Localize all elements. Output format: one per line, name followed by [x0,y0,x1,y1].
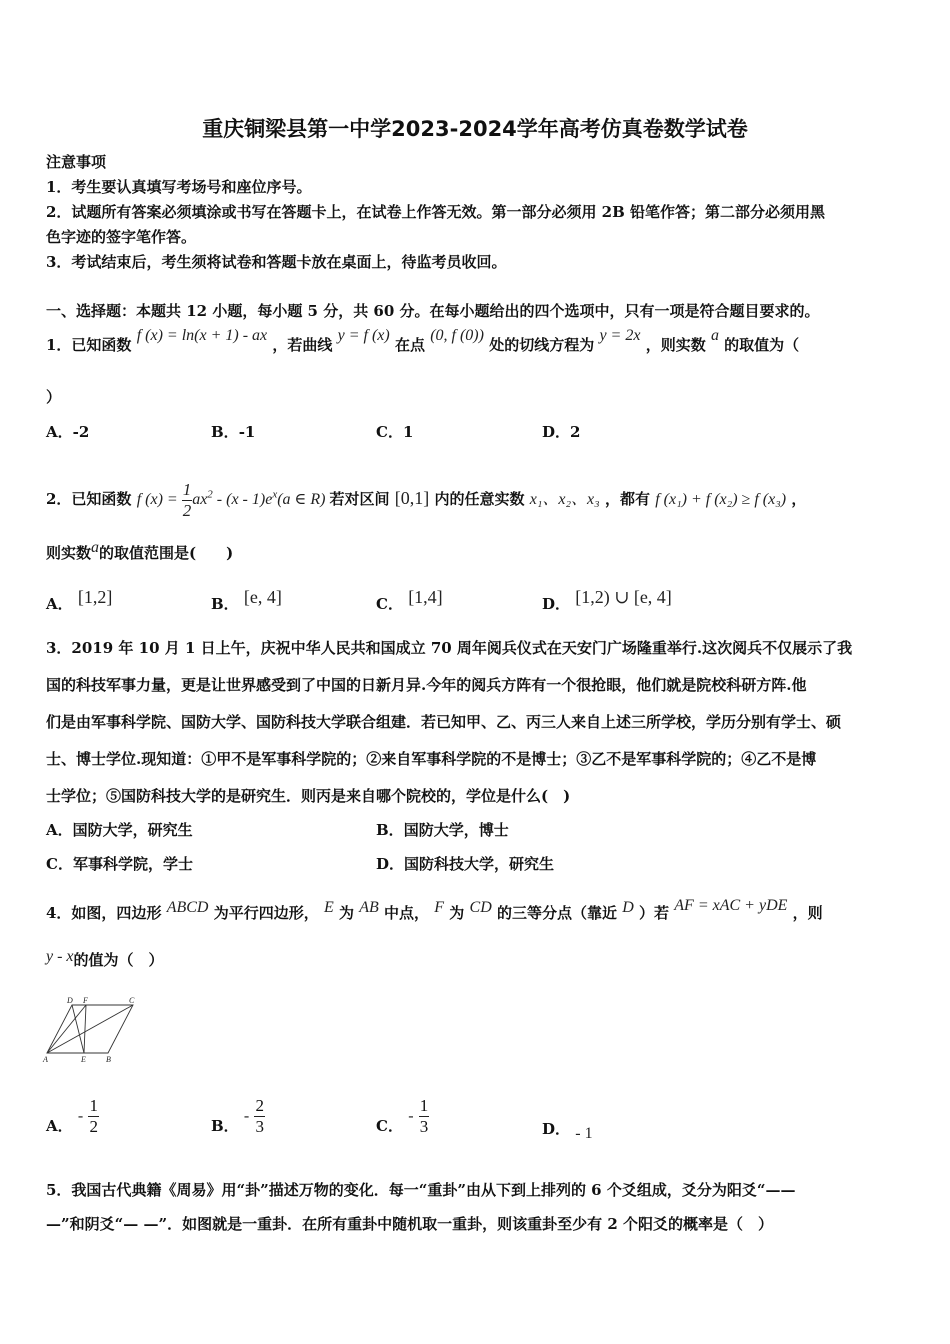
option-label: A． [46,1116,73,1135]
option-text: [1,4] [408,587,443,607]
q3-line: 士、博士学位.现知道：①甲不是军事科学院的；②来自军事科学院的不是博士；③乙不是军事科学院的；④乙不是博 [46,750,817,768]
notice-item: 3．考试结束后，考生须将试卷和答题卡放在桌面上，待监考员收回。 [46,253,507,271]
q2-line2 [46,539,234,564]
q2-text: 则实数 [46,544,92,562]
q2-text: 内的任意实数 [434,490,525,509]
fig-label-c: C [129,996,135,1005]
q1-text: 在点 [394,336,425,354]
option-text: 军事科学院，学士 [72,855,193,873]
option-text: 国防大学，研究生 [72,821,193,839]
segment-de [72,1005,84,1053]
frac-num: 1 [89,1096,98,1115]
q2-text: ，都有 [604,490,650,509]
q1-tangent: y = 2x [599,327,641,344]
option-text: - 1 [575,1125,593,1142]
q1-option-b [211,422,255,442]
q2-interval: [0,1] [394,488,430,509]
option-label: B． [376,821,404,839]
q2-text: 若对区间 [329,490,390,509]
question-4 [46,897,823,924]
q4-text: 的三等分点（靠近 [496,904,617,922]
q4-var: ABCD [166,899,209,916]
q2-option-b [211,587,282,613]
option-label: D． [542,1120,571,1138]
q2-inequality: f (x₁) + f (x₂) ≥ f (x₃) [655,491,787,509]
question-1 [46,327,800,356]
option-text: -1 [238,423,256,441]
q4-line2 [46,950,164,971]
notice-item: 色字迹的签字笔作答。 [46,228,197,246]
q2-vars: x₁、x₂、x₃ [529,491,600,509]
q4-expr: y - x [46,948,74,965]
frac-den: 3 [419,1117,429,1136]
q1-var: a [710,327,719,344]
q2-function [136,480,330,520]
option-text: [1,2) ∪ [e, 4] [575,587,672,607]
notice-item: 2．试题所有答案必须填涂或书写在答题卡上，在试卷上作答无效。第一部分必须用 2B 铅笔作答；第二部分必须用黑 [46,203,826,221]
frac-num: 1 [182,480,192,499]
option-text: 2 [570,423,581,441]
q3-option-a [46,820,193,840]
q2-exp: 2 [207,488,213,501]
option-sign: - [77,1107,84,1125]
q2-fraction [182,480,193,521]
option-fraction [88,1096,99,1137]
q1-option-d [542,422,580,442]
option-fraction [254,1096,265,1137]
frac-num: 1 [419,1096,429,1115]
q1-text: 的取值为（ [724,336,800,354]
option-text: [e, 4] [243,587,282,607]
q3-line: 3．2019 年 10 月 1 日上午，庆祝中华人民共和国成立 70 周年阅兵仪式在天安门广场隆重举行.这次阅兵不仅展示了我 [46,639,853,657]
q2-f-rhs2: - (x - 1)e [212,491,273,509]
q4-text: ，则 [792,904,823,922]
q4-text: 4．如图，四边形 [46,904,162,922]
q5-line: —”和阴爻“— —”．如图就是一重卦．在所有重卦中随机取一重卦，则该重卦至少有 2 个阳爻的概率是（ ） [46,1215,773,1233]
option-text: [1,2] [77,587,113,607]
option-fraction [419,1096,430,1137]
option-text: 国防大学，博士 [403,821,509,839]
q1-point: (0, f (0)) [430,327,484,344]
q3-option-b [376,820,509,840]
segment-af [47,1005,86,1053]
frac-num: 2 [255,1096,264,1115]
q2-option-d [542,587,672,613]
q4-text: 中点， [384,904,430,922]
q1-function: f (x) = ln(x + 1) - ax [136,327,268,344]
frac-den: 2 [182,501,192,520]
q1-text: ，则实数 [645,336,706,354]
notice-item: 1．考生要认真填写考场号和座位序号。 [46,178,312,196]
q2-text: ， [791,490,807,509]
q4-text: 为平行四边形， [213,904,319,922]
q2-f-lhs: f (x) = [136,491,178,509]
page-title: 重庆铜梁县第一中学2023-2024学年高考仿真卷数学试卷 [202,117,748,141]
option-text: 1 [402,423,414,441]
fig-label-d: D [67,996,73,1005]
q4-equation: AF = xAC + yDE [674,897,788,914]
q4-option-c [376,1096,429,1137]
q4-text: 为 [338,904,354,922]
q3-option-d [376,854,554,874]
q4-option-b [211,1096,265,1137]
option-label: D． [542,595,571,613]
section-heading: 一、选择题：本题共 12 小题，每小题 5 分，共 60 分。在每小题给出的四个选项中，只有一项是符合题目要求的。 [46,302,820,320]
frac-den: 2 [89,1117,98,1136]
option-label: D． [376,855,405,873]
option-text: -2 [72,423,90,441]
frac-den: 3 [255,1117,264,1136]
q5-line: 5．我国古代典籍《周易》用“卦”描述万物的变化．每一“重卦”由从下到上排列的 6 个爻组成，爻分为阳爻“—— [46,1181,796,1199]
q3-line: 们是由军事科学院、国防大学、国防科技大学联合组建．若已知甲、乙、丙三人来自上述三所学校，学历分别有学士、硕 [46,713,842,731]
q1-text: 1．已知函数 [46,336,132,354]
q4-var: D [622,899,634,916]
q4-var: AB [359,899,379,916]
q2-option-c [376,587,443,613]
option-label: B． [211,1116,239,1135]
option-label: B． [211,595,239,613]
fig-label-a: A [43,1055,48,1064]
segment-fe [84,1005,86,1053]
q2-var: a [91,539,100,556]
q4-var: F [434,899,445,916]
option-label: C． [376,595,403,613]
q2-text: 的取值范围是( ) [99,544,234,562]
q4-var: E [323,899,334,916]
q4-option-a [46,1096,99,1137]
q1-option-c [376,422,413,442]
fig-label-e: E [81,1055,86,1064]
option-sign: - [243,1107,250,1125]
q2-option-a [46,587,113,613]
q3-line: 国的科技军事力量，更是让世界感受到了中国的日新月异.今年的阅兵方阵有一个很抢眼，他们就是院校科研方阵.他 [46,676,807,694]
option-text: 国防科技大学，研究生 [404,855,555,873]
q2-exp: x [272,488,278,501]
q1-curve: y = f (x) [337,327,390,344]
option-label: C． [376,1116,403,1135]
q4-option-d [542,1119,593,1140]
option-label: B． [211,423,239,441]
option-label: C． [376,423,403,441]
q3-option-c [46,854,193,874]
q4-text: 的值为（ ） [73,951,164,969]
fig-label-f: F [83,996,88,1005]
q1-option-a [46,422,89,442]
q2-f-rhs: ax [192,491,208,509]
q1-close-paren: ） [46,388,62,406]
q1-text: 处的切线方程为 [489,336,595,354]
q2-text: 2．已知函数 [46,490,132,509]
q3-line: 士学位；⑤国防科技大学的是研究生．则丙是来自哪个院校的，学位是什么( ) [46,787,571,805]
option-sign: - [408,1107,414,1125]
q2-f-rhs3: (a ∈ R) [277,491,326,509]
notice-heading: 注意事项 [46,153,107,171]
option-label: C． [46,855,73,873]
option-label: A． [46,423,73,441]
question-2 [46,480,806,521]
q1-text: ，若曲线 [272,336,333,354]
option-label: A． [46,821,73,839]
parallelogram-figure [40,995,144,1067]
option-label: A． [46,595,73,613]
option-label: D． [542,423,571,441]
q4-text: 为 [449,904,465,922]
fig-label-b: B [106,1055,111,1064]
q4-text: ）若 [639,904,670,922]
q4-var: CD [469,899,492,916]
